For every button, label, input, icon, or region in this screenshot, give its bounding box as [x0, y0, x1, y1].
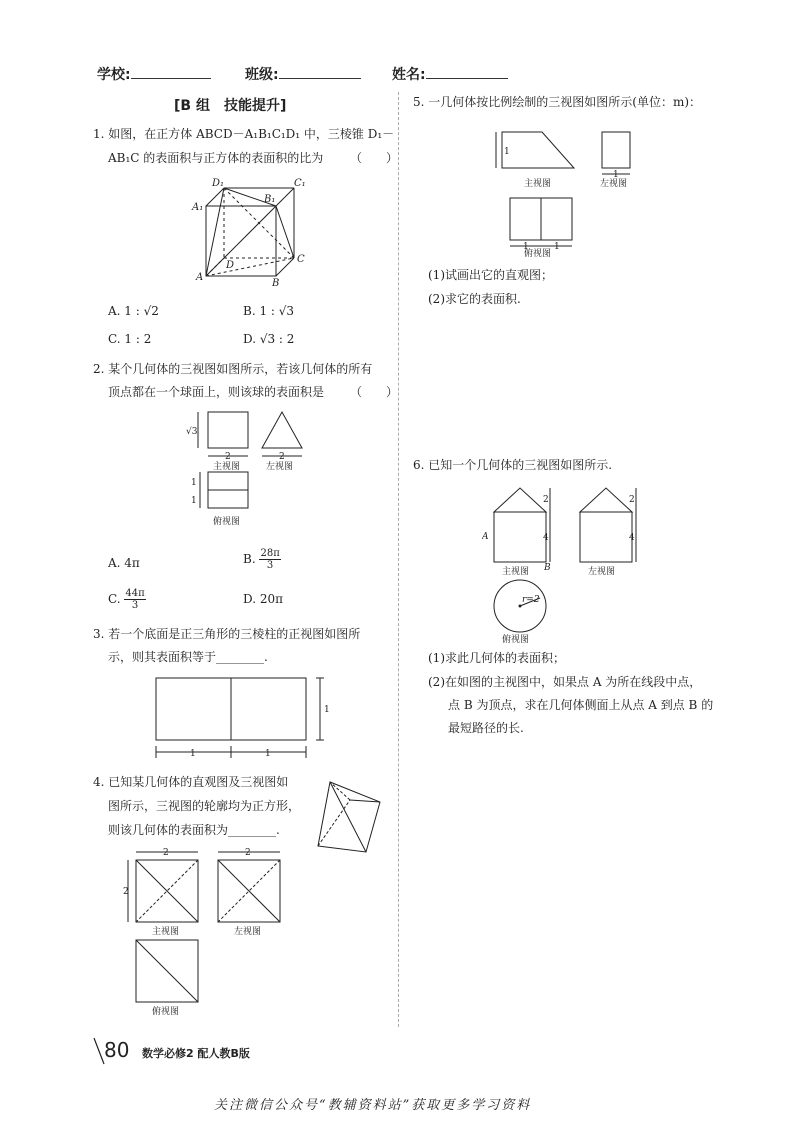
footer-note: 关注微信公众号“教辅资料站”获取更多学习资料 [214, 1098, 532, 1113]
label-C1: C₁ [294, 178, 306, 189]
q1-option-d[interactable]: D. √3 : 2 [243, 332, 295, 346]
q6-sub1: (1)求此几何体的表面积； [428, 651, 565, 665]
q2-line1: 2. 某个几何体的三视图如图所示，若该几何体的所有 [93, 362, 373, 376]
q2-option-b[interactable]: B. $\frac{28\pi}{3}$ [243, 548, 280, 571]
q4-caption-front: 主视图 [152, 927, 180, 937]
q6-caption-side: 左视图 [588, 567, 616, 577]
label-D: D [226, 260, 235, 271]
q3-line1: 3. 若一个底面是正三角形的三棱柱的正视图如图所 [93, 627, 361, 641]
q6-dim-top2: 2 [629, 495, 635, 505]
q4-line1: 4. 已知某几何体的直观图及三视图如 [93, 775, 289, 789]
label-B1: B₁ [264, 194, 276, 205]
class-blank[interactable] [279, 78, 361, 79]
q6-label-A: A [482, 532, 489, 542]
q2-caption-side: 左视图 [266, 462, 294, 472]
book-title: 数学必修2 配人教B版 [142, 1047, 250, 1060]
q6-side-roof [580, 488, 632, 512]
school-label: 学校: [97, 64, 211, 84]
q4-line3: 则该几何体的表面积为________. [108, 823, 280, 837]
q5-sub2: (2)求它的表面积. [428, 292, 521, 306]
name-label: 姓名: [392, 64, 508, 84]
q5-side-view [602, 132, 630, 168]
q5-dim-top1: 1 [523, 242, 529, 252]
q5-three-views [492, 128, 642, 258]
q5-caption-top: 俯视图 [524, 249, 552, 258]
q5-caption-side: 左视图 [600, 179, 628, 189]
label-A1: A₁ [192, 202, 204, 213]
q2-line2: 顶点都在一个球面上，则该球的表面积是 [108, 385, 325, 399]
q4-caption-side: 左视图 [234, 927, 262, 937]
q3-dim-h: 1 [324, 705, 330, 715]
q6-front-roof [494, 488, 546, 512]
name-blank[interactable] [426, 78, 508, 79]
q2-dim-2b: 2 [279, 452, 285, 462]
class-label: 班级: [245, 64, 361, 84]
q4-caption-top: 俯视图 [152, 1007, 180, 1016]
q4-perspective-view [308, 772, 394, 858]
school-blank[interactable] [131, 78, 211, 79]
q2-front-view [208, 412, 248, 448]
q2-caption-front: 主视图 [213, 462, 241, 472]
q2-option-d[interactable]: D. 20π [243, 592, 283, 606]
label-A: A [196, 272, 204, 283]
q2-option-c[interactable]: C. $\frac{44\pi}{3}$ [108, 588, 145, 611]
label-B: B [272, 278, 280, 286]
q3-dim-w2: 1 [265, 749, 271, 759]
label-D1: D₁ [212, 178, 225, 189]
page-number: 80 [104, 1038, 130, 1062]
q6-side-body [580, 512, 632, 562]
q2-caption-top: 俯视图 [213, 517, 241, 527]
q6-three-views [482, 484, 652, 644]
q1-line1: 1. 如图，在正方体 ABCD－A₁B₁C₁D₁ 中，三棱锥 D₁－ [93, 127, 395, 141]
q6-dim-body2: 4 [629, 533, 635, 543]
q6-sub2-line3: 最短路径的长. [448, 721, 524, 735]
q5-caption-front: 主视图 [524, 179, 552, 189]
q6-line1: 6. 已知一个几何体的三视图如图所示. [413, 458, 613, 472]
q4-three-views [122, 846, 292, 1016]
q5-dim-top2: 1 [554, 242, 560, 252]
q5-dim-h: 1 [504, 147, 510, 157]
q2-dim-sqrt3: √3 [186, 427, 198, 437]
q6-dim-top1: 2 [543, 495, 549, 505]
q1-cube-figure [186, 176, 316, 286]
q6-radius: r=2 [522, 595, 540, 605]
q6-caption-front: 主视图 [502, 567, 530, 577]
q5-line1: 5. 一几何体按比例绘制的三视图如图所示(单位：m)： [413, 95, 702, 109]
q2-side-view [262, 412, 302, 448]
q1-option-c[interactable]: C. 1 : 2 [108, 332, 152, 346]
q2-three-views [186, 406, 316, 530]
q6-label-B: B [544, 563, 551, 573]
q5-sub1: (1)试画出它的直观图； [428, 268, 553, 282]
q3-dim-w1: 1 [190, 749, 196, 759]
q4-dim-w2: 2 [245, 848, 251, 858]
section-title: [B 组 技能提升] [174, 98, 287, 114]
q2-option-a[interactable]: A. 4π [108, 556, 140, 570]
q3-line2: 示，则其表面积等于________. [108, 650, 268, 664]
label-C: C [297, 254, 305, 265]
q6-dim-body1: 4 [543, 533, 549, 543]
q2-dim-2a: 2 [225, 452, 231, 462]
q4-dim-h: 2 [123, 887, 129, 897]
q6-sub2-line2: 点 B 为顶点，求在几何体侧面上从点 A 到点 B 的 [448, 698, 714, 712]
q1-paren: （ ） [350, 151, 399, 165]
q6-sub2-line1: (2)在如图的主视图中，如果点 A 为所在线段中点， [428, 675, 702, 689]
q5-front-view [502, 132, 574, 168]
column-divider [398, 92, 399, 1027]
q2-dim-1b: 1 [191, 496, 197, 506]
q1-line2: AB₁C 的表面积与正方体的表面积的比为 [108, 151, 324, 165]
q6-front-body [494, 512, 546, 562]
q6-caption-top: 俯视图 [502, 635, 530, 644]
q1-option-b[interactable]: B. 1 : √3 [243, 304, 295, 318]
q1-option-a[interactable]: A. 1 : √2 [108, 304, 159, 318]
q4-line2: 图所示，三视图的轮廓均为正方形， [108, 799, 301, 813]
q5-dim-side: 1 [613, 170, 619, 180]
q3-front-view [150, 670, 340, 770]
q2-dim-1a: 1 [191, 478, 197, 488]
q4-dim-w1: 2 [163, 848, 169, 858]
q2-paren: （ ） [350, 385, 399, 399]
